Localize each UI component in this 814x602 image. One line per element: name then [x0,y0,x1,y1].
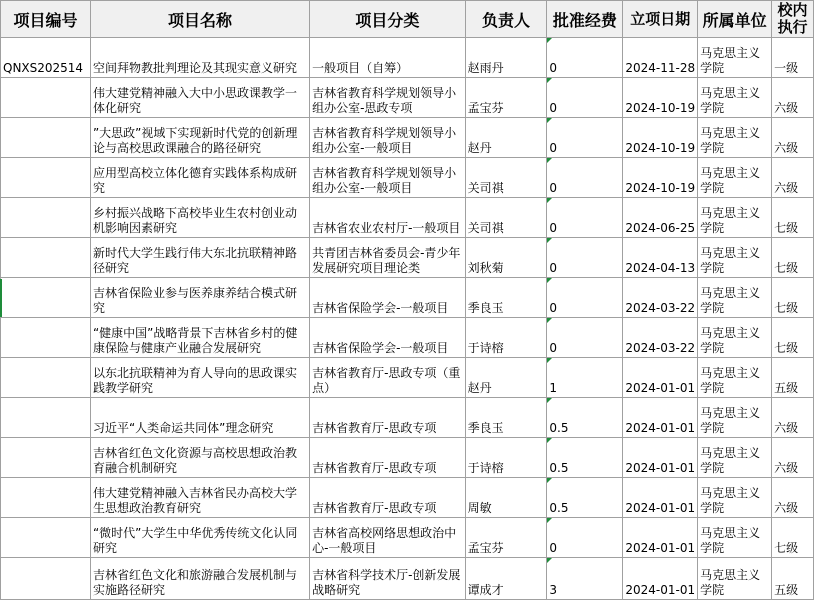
cell-project-name[interactable] [90,318,309,358]
cell-level-text: 五级 [774,583,799,597]
cell-funding-text: 0 [549,221,558,235]
table-row [1,78,814,118]
cell-code[interactable] [1,78,91,118]
table-row [1,518,814,558]
cell-project-name-text: ”大思政”视域下实现新时代党的创新理论与高校思政课融合的路径研究 [92,126,298,155]
cell-category-text: 吉林省保险学会-一般项目 [312,301,449,315]
cell-unit[interactable] [698,238,772,278]
cell-date-text: 2024-10-19 [625,181,696,195]
comment-marker-icon [547,38,552,43]
cell-owner[interactable] [465,358,547,398]
cell-category-text: 吉林省科学技术厅-创新发展战略研究 [312,568,461,597]
cell-level-text: 七级 [774,341,799,355]
cell-unit[interactable] [698,158,772,198]
cell-owner[interactable] [465,158,547,198]
cell-project-name[interactable] [90,78,309,118]
cell-funding-text: 0 [549,181,558,195]
cell-date-text: 2024-10-19 [625,141,696,155]
cell-unit-text: 马克思主义学院 [700,568,761,597]
cell-project-name-text: 吉林省保险业参与医养康养结合模式研究 [92,286,297,315]
cell-category-text: 吉林省高校网络思想政治中心-一般项目 [312,526,457,555]
cell-level-text: 六级 [774,101,799,115]
cell-owner-text: 刘秋菊 [467,261,504,275]
cell-funding-text: 0 [549,261,558,275]
cell-code[interactable] [1,318,91,358]
cell-level[interactable] [772,198,814,238]
cell-project-name[interactable] [90,398,309,438]
cell-date-text: 2024-04-13 [625,261,696,275]
cell-code[interactable] [1,38,91,78]
cell-project-name-text: 新时代大学生践行伟大东北抗联精神路径研究 [92,246,297,275]
cell-category[interactable] [310,278,466,318]
cell-project-name-text: 以东北抗联精神为育人导向的思政课实践教学研究 [92,366,297,395]
cell-owner-text: 于诗榕 [467,341,504,355]
cell-funding[interactable] [547,318,623,358]
cell-funding[interactable] [547,558,623,600]
table-row [1,238,814,278]
cell-owner[interactable] [465,558,547,600]
cell-funding-text: 1 [549,381,558,395]
cell-level-text: 七级 [774,261,799,275]
cell-project-name[interactable] [90,158,309,198]
cell-category[interactable] [310,358,466,398]
table-row [1,478,814,518]
cell-code[interactable] [1,358,91,398]
cell-date[interactable] [623,518,698,558]
cell-unit[interactable] [698,478,772,518]
cell-category[interactable] [310,198,466,238]
cell-date-text: 2024-01-01 [625,421,696,435]
cell-project-name[interactable] [90,438,309,478]
cell-funding-text: 0 [549,61,558,75]
cell-date[interactable] [623,198,698,238]
comment-marker-icon [547,478,552,483]
cell-funding[interactable] [547,198,623,238]
cell-unit[interactable] [698,198,772,238]
cell-level-text: 七级 [774,301,799,315]
cell-unit-text: 马克思主义学院 [700,126,761,155]
cell-code[interactable] [1,518,91,558]
cell-code[interactable] [1,478,91,518]
cell-owner-text: 孟宝芬 [467,101,504,115]
cell-owner-text: 季良玉 [467,301,504,315]
cell-level[interactable] [772,558,814,600]
cell-owner[interactable] [465,518,547,558]
cell-funding[interactable] [547,158,623,198]
table-row [1,438,814,478]
cell-owner[interactable] [465,278,547,318]
cell-funding-text: 0.5 [549,461,569,475]
cell-project-name-text: 应用型高校立体化德育实践体系构成研究 [92,166,297,195]
row-selection-indicator [0,279,2,317]
cell-funding[interactable] [547,278,623,318]
cell-owner-text: 关司祺 [467,221,504,235]
cell-unit-text: 马克思主义学院 [700,206,761,235]
comment-marker-icon [547,278,552,283]
cell-owner[interactable] [465,438,547,478]
comment-marker-icon [547,438,552,443]
cell-code[interactable] [1,238,91,278]
cell-project-name-text: 乡村振兴战略下高校毕业生农村创业动机影响因素研究 [92,206,297,235]
cell-code[interactable] [1,438,91,478]
cell-date[interactable] [623,158,698,198]
cell-category-text: 吉林省教育厅-思政专项 [312,501,437,515]
table-row [1,318,814,358]
cell-category[interactable] [310,438,466,478]
comment-marker-icon [547,398,552,403]
cell-project-name-text: 习近平“人类命运共同体”理念研究 [92,421,274,435]
cell-date[interactable] [623,558,698,600]
cell-category[interactable] [310,158,466,198]
cell-unit-text: 马克思主义学院 [700,366,761,395]
cell-level[interactable] [772,238,814,278]
cell-level[interactable] [772,438,814,478]
comment-marker-icon [547,158,552,163]
cell-category[interactable] [310,78,466,118]
cell-category-text: 吉林省教育厅-思政专项（重点） [312,366,461,395]
cell-owner[interactable] [465,398,547,438]
cell-code[interactable] [1,398,91,438]
cell-project-name-text: 伟大建党精神融入吉林省民办高校大学生思想政治教育研究 [92,486,297,515]
cell-unit-text: 马克思主义学院 [700,406,761,435]
cell-unit-text: 马克思主义学院 [700,286,761,315]
comment-marker-icon [547,238,552,243]
cell-project-name[interactable] [90,558,309,600]
cell-unit-text: 马克思主义学院 [700,166,761,195]
header-date[interactable]: 立项日期 [623,1,698,38]
header-code[interactable]: 项目编号 [1,1,91,38]
cell-owner-text: 于诗榕 [467,461,504,475]
table-body [1,38,814,600]
cell-owner[interactable] [465,478,547,518]
cell-project-name[interactable] [90,198,309,238]
cell-level[interactable] [772,318,814,358]
cell-project-name-text: “微时代”大学生中华优秀传统文化认同研究 [92,526,298,555]
cell-funding[interactable] [547,118,623,158]
cell-level[interactable] [772,398,814,438]
cell-unit-text: 马克思主义学院 [700,46,761,75]
cell-owner[interactable] [465,238,547,278]
cell-level[interactable] [772,118,814,158]
cell-level-text: 五级 [774,381,799,395]
cell-owner-text: 季良玉 [467,421,504,435]
cell-unit-text: 马克思主义学院 [700,326,761,355]
cell-owner-text: 孟宝芬 [467,541,504,555]
cell-level[interactable] [772,278,814,318]
cell-date-text: 2024-01-01 [625,583,696,597]
cell-category[interactable] [310,238,466,278]
table-row [1,558,814,600]
cell-project-name[interactable] [90,118,309,158]
cell-category[interactable] [310,518,466,558]
cell-date-text: 2024-06-25 [625,221,696,235]
cell-category-text: 一般项目（自筹） [312,61,409,75]
cell-unit[interactable] [698,438,772,478]
comment-marker-icon [547,358,552,363]
cell-funding[interactable] [547,78,623,118]
cell-category-text: 吉林省教育厅-思政专项 [312,461,437,475]
cell-funding[interactable] [547,358,623,398]
cell-funding[interactable] [547,38,623,78]
table-row [1,198,814,238]
header-category[interactable]: 项目分类 [310,1,466,38]
table-row [1,278,814,318]
cell-date-text: 2024-11-28 [625,61,696,75]
cell-level[interactable] [772,478,814,518]
cell-date[interactable] [623,38,698,78]
cell-funding[interactable] [547,518,623,558]
cell-unit[interactable] [698,118,772,158]
cell-level[interactable] [772,358,814,398]
cell-unit[interactable] [698,518,772,558]
cell-date[interactable] [623,438,698,478]
comment-marker-icon [547,118,552,123]
cell-project-name[interactable] [90,38,309,78]
cell-unit[interactable] [698,398,772,438]
header-name[interactable]: 项目名称 [90,1,309,38]
cell-owner-text: 赵丹 [467,141,492,155]
cell-project-name[interactable] [90,358,309,398]
cell-date-text: 2024-03-22 [625,341,696,355]
cell-category-text: 吉林省教育科学规划领导小组办公室-思政专项 [312,86,457,115]
cell-date[interactable] [623,278,698,318]
comment-marker-icon [547,78,552,83]
cell-owner[interactable] [465,198,547,238]
cell-date-text: 2024-01-01 [625,461,696,475]
cell-date-text: 2024-10-19 [625,101,696,115]
cell-unit[interactable] [698,38,772,78]
cell-category-text: 吉林省保险学会-一般项目 [312,341,449,355]
table-row [1,158,814,198]
cell-date[interactable] [623,358,698,398]
cell-project-name-text: 吉林省红色文化和旅游融合发展机制与实施路径研究 [92,568,297,597]
cell-category-text: 吉林省教育厅-思政专项 [312,421,437,435]
comment-marker-icon [547,558,552,563]
header-funding[interactable]: 批准经费 [547,1,623,38]
cell-project-name[interactable] [90,518,309,558]
cell-unit-text: 马克思主义学院 [700,526,761,555]
cell-date[interactable] [623,78,698,118]
cell-level-text: 七级 [774,541,799,555]
cell-funding[interactable] [547,398,623,438]
cell-category[interactable] [310,398,466,438]
cell-code[interactable] [1,158,91,198]
table-row [1,398,814,438]
cell-project-name[interactable] [90,238,309,278]
cell-level-text: 六级 [774,461,799,475]
table-row [1,38,814,78]
cell-funding[interactable] [547,438,623,478]
cell-code[interactable] [1,558,91,600]
cell-funding-text: 3 [549,583,558,597]
cell-date-text: 2024-01-01 [625,381,696,395]
cell-date-text: 2024-03-22 [625,301,696,315]
cell-owner-text: 谭成才 [467,583,504,597]
cell-date[interactable] [623,398,698,438]
cell-project-name-text: 空间拜物教批判理论及其现实意义研究 [92,61,297,75]
cell-date[interactable] [623,318,698,358]
cell-unit-text: 马克思主义学院 [700,446,761,475]
cell-level-text: 一级 [774,61,799,75]
cell-project-name-text: 伟大建党精神融入大中小思政课教学一体化研究 [92,86,297,115]
cell-category[interactable] [310,478,466,518]
table-row [1,358,814,398]
cell-unit[interactable] [698,78,772,118]
header-row [1,1,814,38]
cell-code[interactable] [1,118,91,158]
cell-level-text: 六级 [774,181,799,195]
cell-funding-text: 0 [549,141,558,155]
cell-unit-text: 马克思主义学院 [700,486,761,515]
cell-funding-text: 0 [549,301,558,315]
cell-unit[interactable] [698,318,772,358]
comment-marker-icon [547,518,552,523]
cell-funding[interactable] [547,238,623,278]
cell-date[interactable] [623,238,698,278]
cell-unit-text: 马克思主义学院 [700,86,761,115]
cell-owner[interactable] [465,318,547,358]
cell-level-text: 六级 [774,141,799,155]
cell-level[interactable] [772,38,814,78]
comment-marker-icon [547,318,552,323]
comment-marker-icon [547,198,552,203]
cell-category[interactable] [310,38,466,78]
cell-category[interactable] [310,558,466,600]
cell-category-text: 共青团吉林省委员会-青少年发展研究项目理论类 [312,246,461,275]
cell-funding[interactable] [547,478,623,518]
header-unit[interactable]: 所属单位 [698,1,772,38]
cell-code[interactable] [1,278,91,318]
cell-date-text: 2024-01-01 [625,541,696,555]
cell-level[interactable] [772,158,814,198]
cell-unit-text: 马克思主义学院 [700,246,761,275]
cell-project-name-text: 吉林省红色文化资源与高校思想政治教育融合机制研究 [92,446,297,475]
cell-owner[interactable] [465,118,547,158]
cell-category[interactable] [310,118,466,158]
cell-owner-text: 赵丹 [467,381,492,395]
cell-owner-text: 赵雨丹 [467,61,504,75]
cell-owner[interactable] [465,78,547,118]
cell-funding-text: 0 [549,341,558,355]
cell-category-text: 吉林省教育科学规划领导小组办公室-一般项目 [312,166,457,195]
cell-funding-text: 0 [549,101,558,115]
cell-owner-text: 周敏 [467,501,492,515]
table-row [1,118,814,158]
cell-category[interactable] [310,318,466,358]
cell-date[interactable] [623,118,698,158]
header-level[interactable]: 校内执行 [772,1,814,38]
cell-owner-text: 关司祺 [467,181,504,195]
cell-date[interactable] [623,478,698,518]
cell-level-text: 七级 [774,221,799,235]
cell-unit[interactable] [698,558,772,600]
cell-level[interactable] [772,518,814,558]
cell-code[interactable] [1,198,91,238]
cell-project-name-text: “健康中国”战略背景下吉林省乡村的健康保险与健康产业融合发展研究 [92,326,298,355]
cell-funding-text: 0.5 [549,501,569,515]
header-owner[interactable]: 负责人 [465,1,547,38]
cell-unit[interactable] [698,278,772,318]
cell-project-name[interactable] [90,278,309,318]
cell-unit[interactable] [698,358,772,398]
cell-funding-text: 0.5 [549,421,569,435]
cell-date-text: 2024-01-01 [625,501,696,515]
cell-category-text: 吉林省教育科学规划领导小组办公室-一般项目 [312,126,457,155]
cell-code-text: QNXS202514 [3,61,84,75]
cell-category-text: 吉林省农业农村厅-一般项目 [312,221,461,235]
cell-level-text: 六级 [774,421,799,435]
cell-level-text: 六级 [774,501,799,515]
cell-level[interactable] [772,78,814,118]
cell-funding-text: 0 [549,541,558,555]
cell-project-name[interactable] [90,478,309,518]
cell-owner[interactable] [465,38,547,78]
